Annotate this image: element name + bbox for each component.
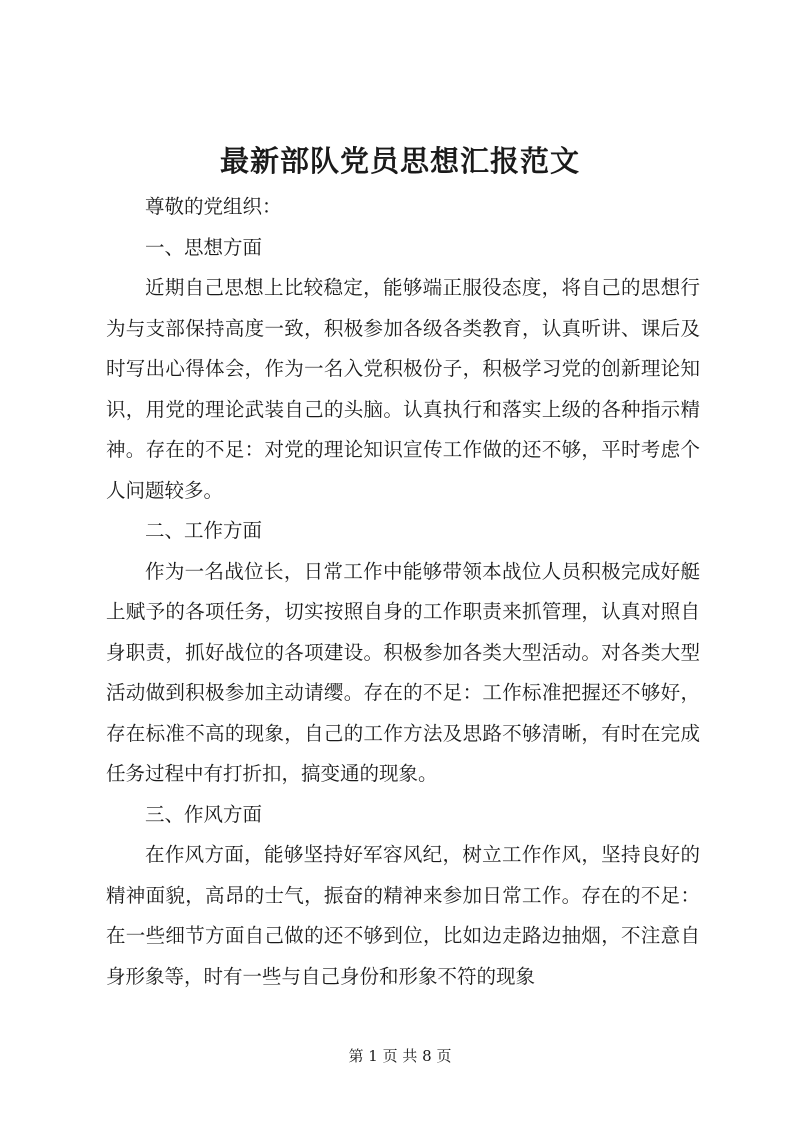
page-number-footer: 第 1 页 共 8 页 xyxy=(348,1047,452,1065)
section-heading-work: 二、工作方面 xyxy=(145,519,263,542)
section-paragraph-style: 在作风方面，能够坚持好军容风纪，树立工作作风，坚持良好的精神面貌，高昂的士气，振奋的精神来参加日常工作。存在的不足：在一些细节方面自己做的还不够到位，比如边走路边抽烟，不注意自身形象等，时有一些与自己身份和形象不符的现象 xyxy=(106,843,700,988)
page-title: 最新部队党员思想汇报范文 xyxy=(219,144,580,178)
salutation: 尊敬的党组织： xyxy=(145,195,282,218)
section-heading-thought: 一、思想方面 xyxy=(145,235,263,259)
section-paragraph-thought: 近期自己思想上比较稳定，能够端正服役态度，将自己的思想行为与支部保持高度一致，积极参加各级各类教育，认真听讲、课后及时写出心得体会，作为一名入党积极份子，积极学习党的创新理论知识，用党的理论武装自己的头脑。认真执行和落实上级的各种指示精神。存在的不足：对党的理论知识宣传工作做的还不够，平时考虑个人问题较多。 xyxy=(106,276,700,502)
section-heading-style: 三、作风方面 xyxy=(145,802,263,826)
section-paragraph-work: 作为一名战位长，日常工作中能够带领本战位人员积极完成好艇上赋予的各项任务，切实按照自身的工作职责来抓管理，认真对照自身职责，抓好战位的各项建设。积极参加各类大型活动。对各类大型活动做到积极参加主动请缨。存在的不足：工作标准把握还不够好，存在标准不高的现象，自己的工作方法及思路不够清晰，有时在完成任务过程中有打折扣，搞变通的现象。 xyxy=(106,559,700,785)
document-body xyxy=(106,187,700,997)
